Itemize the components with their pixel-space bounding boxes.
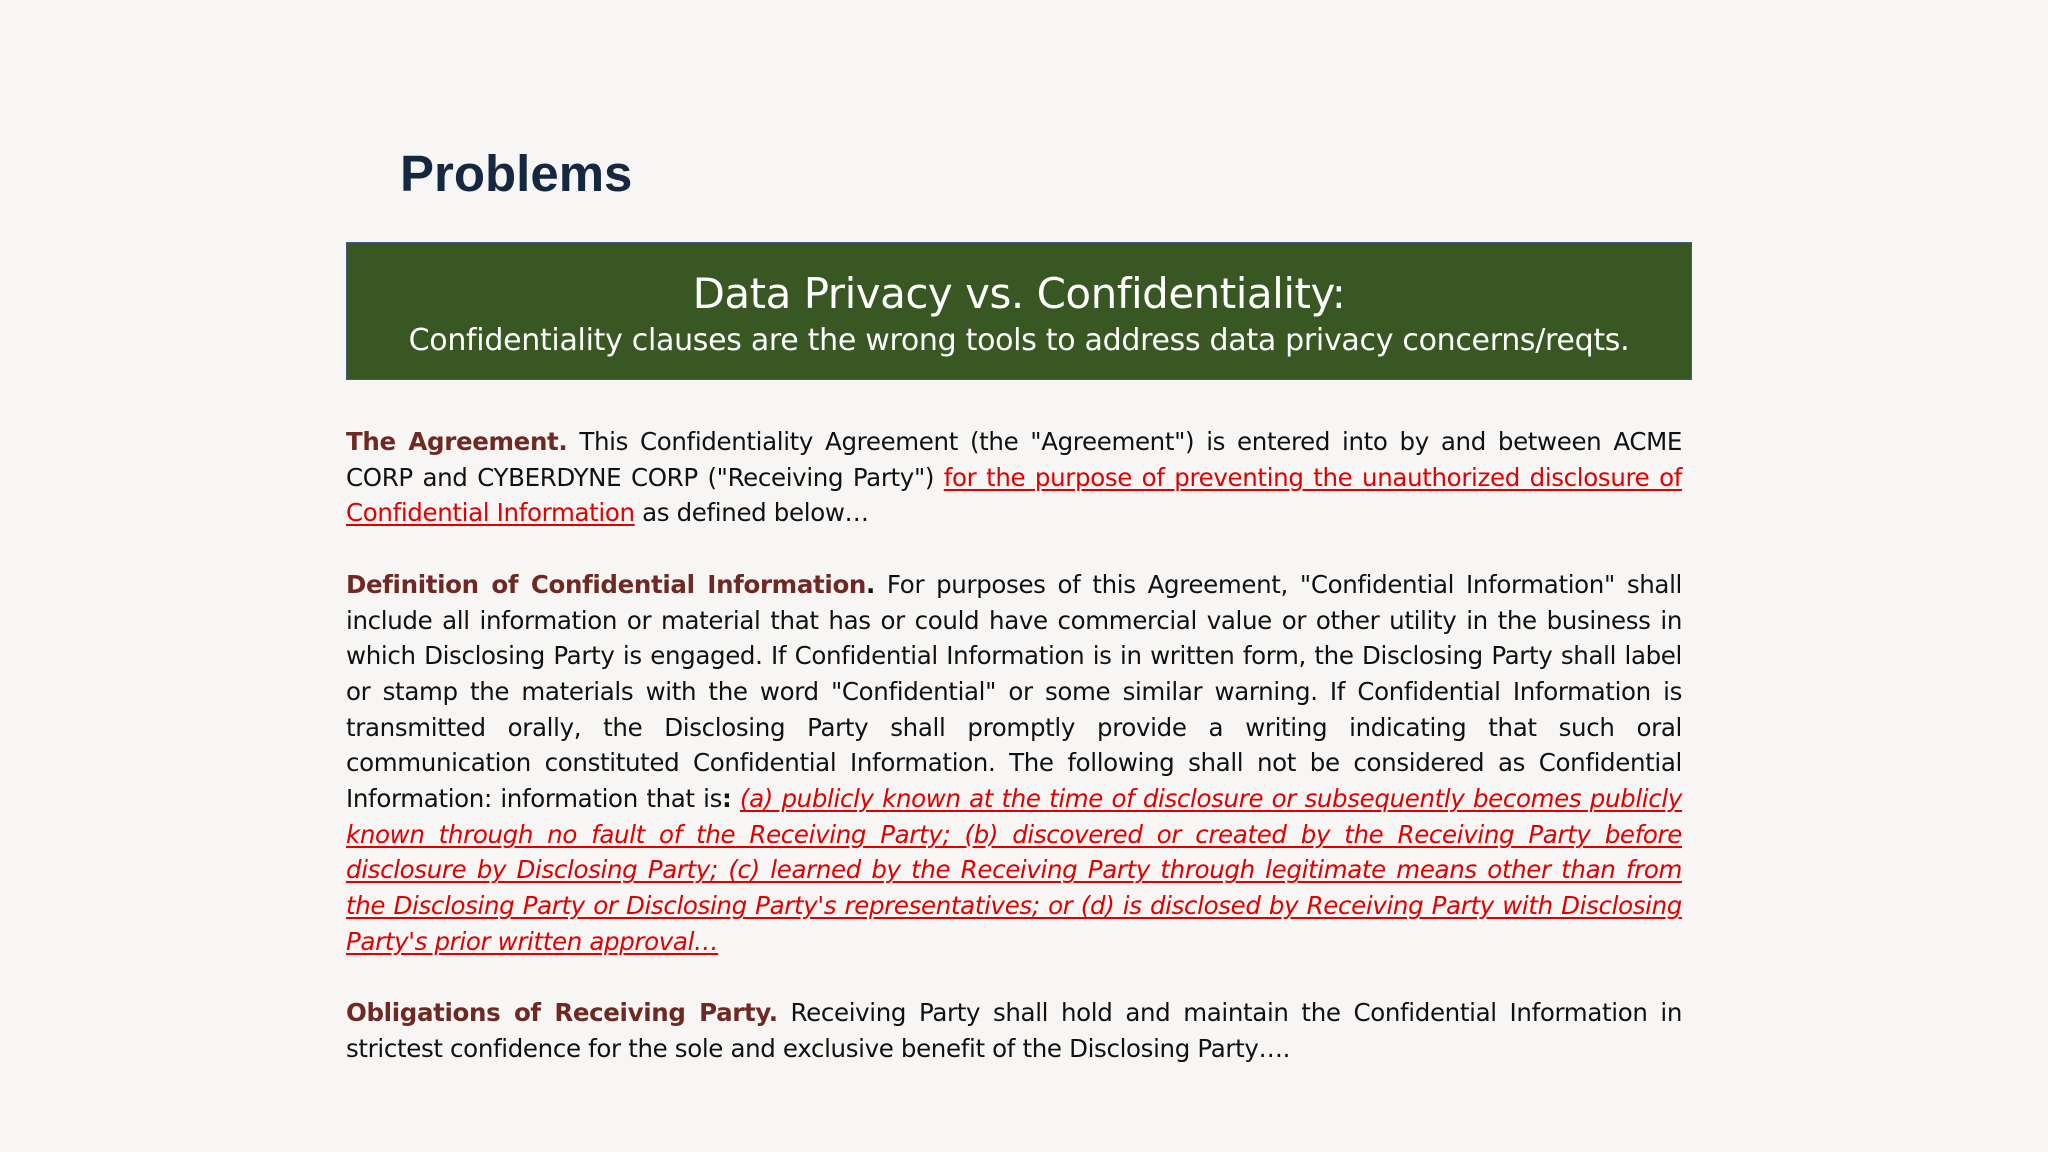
banner-title: Data Privacy vs. Confidentiality:	[692, 269, 1346, 318]
agreement-text-2: as defined below…	[634, 498, 869, 528]
agreement-highlight: for the purpose of preventing the unauthorized disclosure of Confidential Information	[346, 462, 1682, 528]
paragraph-heading-agreement: The Agreement.	[346, 427, 568, 456]
banner	[346, 242, 1692, 380]
agreement-excerpt	[346, 424, 1682, 1102]
definition-text-1: For purposes of this Agreement, "Confidential Information" shall include all information or material that has or could have commercial value or other utility in the business in which Disclosing Party is engaged. If Confidential Information is in written form, the Disclosing Party shall label or stamp the materials with the word "Confidential" or some similar warning. If Confidential Information is transmitted orally, the Disclosing Party shall promptly provide a writing indicating that such oral communication constituted Confidential Information. The following shall not be considered as Confidential Information: information that is	[346, 569, 1682, 814]
paragraph-heading-definition: Definition of Confidential Information	[346, 569, 867, 599]
paragraph-definition	[346, 567, 1682, 960]
obligations-text-1: Receiving Party shall hold and maintain the Confidential Information in strictest confidence for the sole and exclusive benefit of the Disclosing Party….	[346, 998, 1682, 1063]
paragraph-heading-obligations: Obligations of Receiving Party.	[346, 998, 778, 1028]
paragraph-agreement	[346, 424, 1682, 531]
definition-highlight: (a) publicly known at the time of disclosure or subsequently becomes publicly known through no fault of the Receiving Party; (b) discovered or created by the Receiving Party before disclosure by Disclosing Party; (c) learned by the Receiving Party through legitimate means other than from the Disclosing Party or Disclosing Party's representatives; or (d) is disclosed by Receiving Party with Disclosing Party's prior written approval…	[346, 784, 1682, 956]
definition-heading-period: .	[866, 569, 875, 599]
slide-title: Problems	[400, 145, 633, 202]
paragraph-obligations	[346, 995, 1682, 1066]
definition-colon: :	[722, 784, 732, 814]
banner-subtitle: Confidentiality clauses are the wrong tools to address data privacy concerns/reqts.	[408, 323, 1630, 358]
definition-space	[731, 784, 739, 813]
agreement-text-1: This Confidentiality Agreement (the "Agreement") is entered into by and between ACME CORP and CYBERDYNE CORP ("Receiving Party")	[346, 427, 1682, 492]
